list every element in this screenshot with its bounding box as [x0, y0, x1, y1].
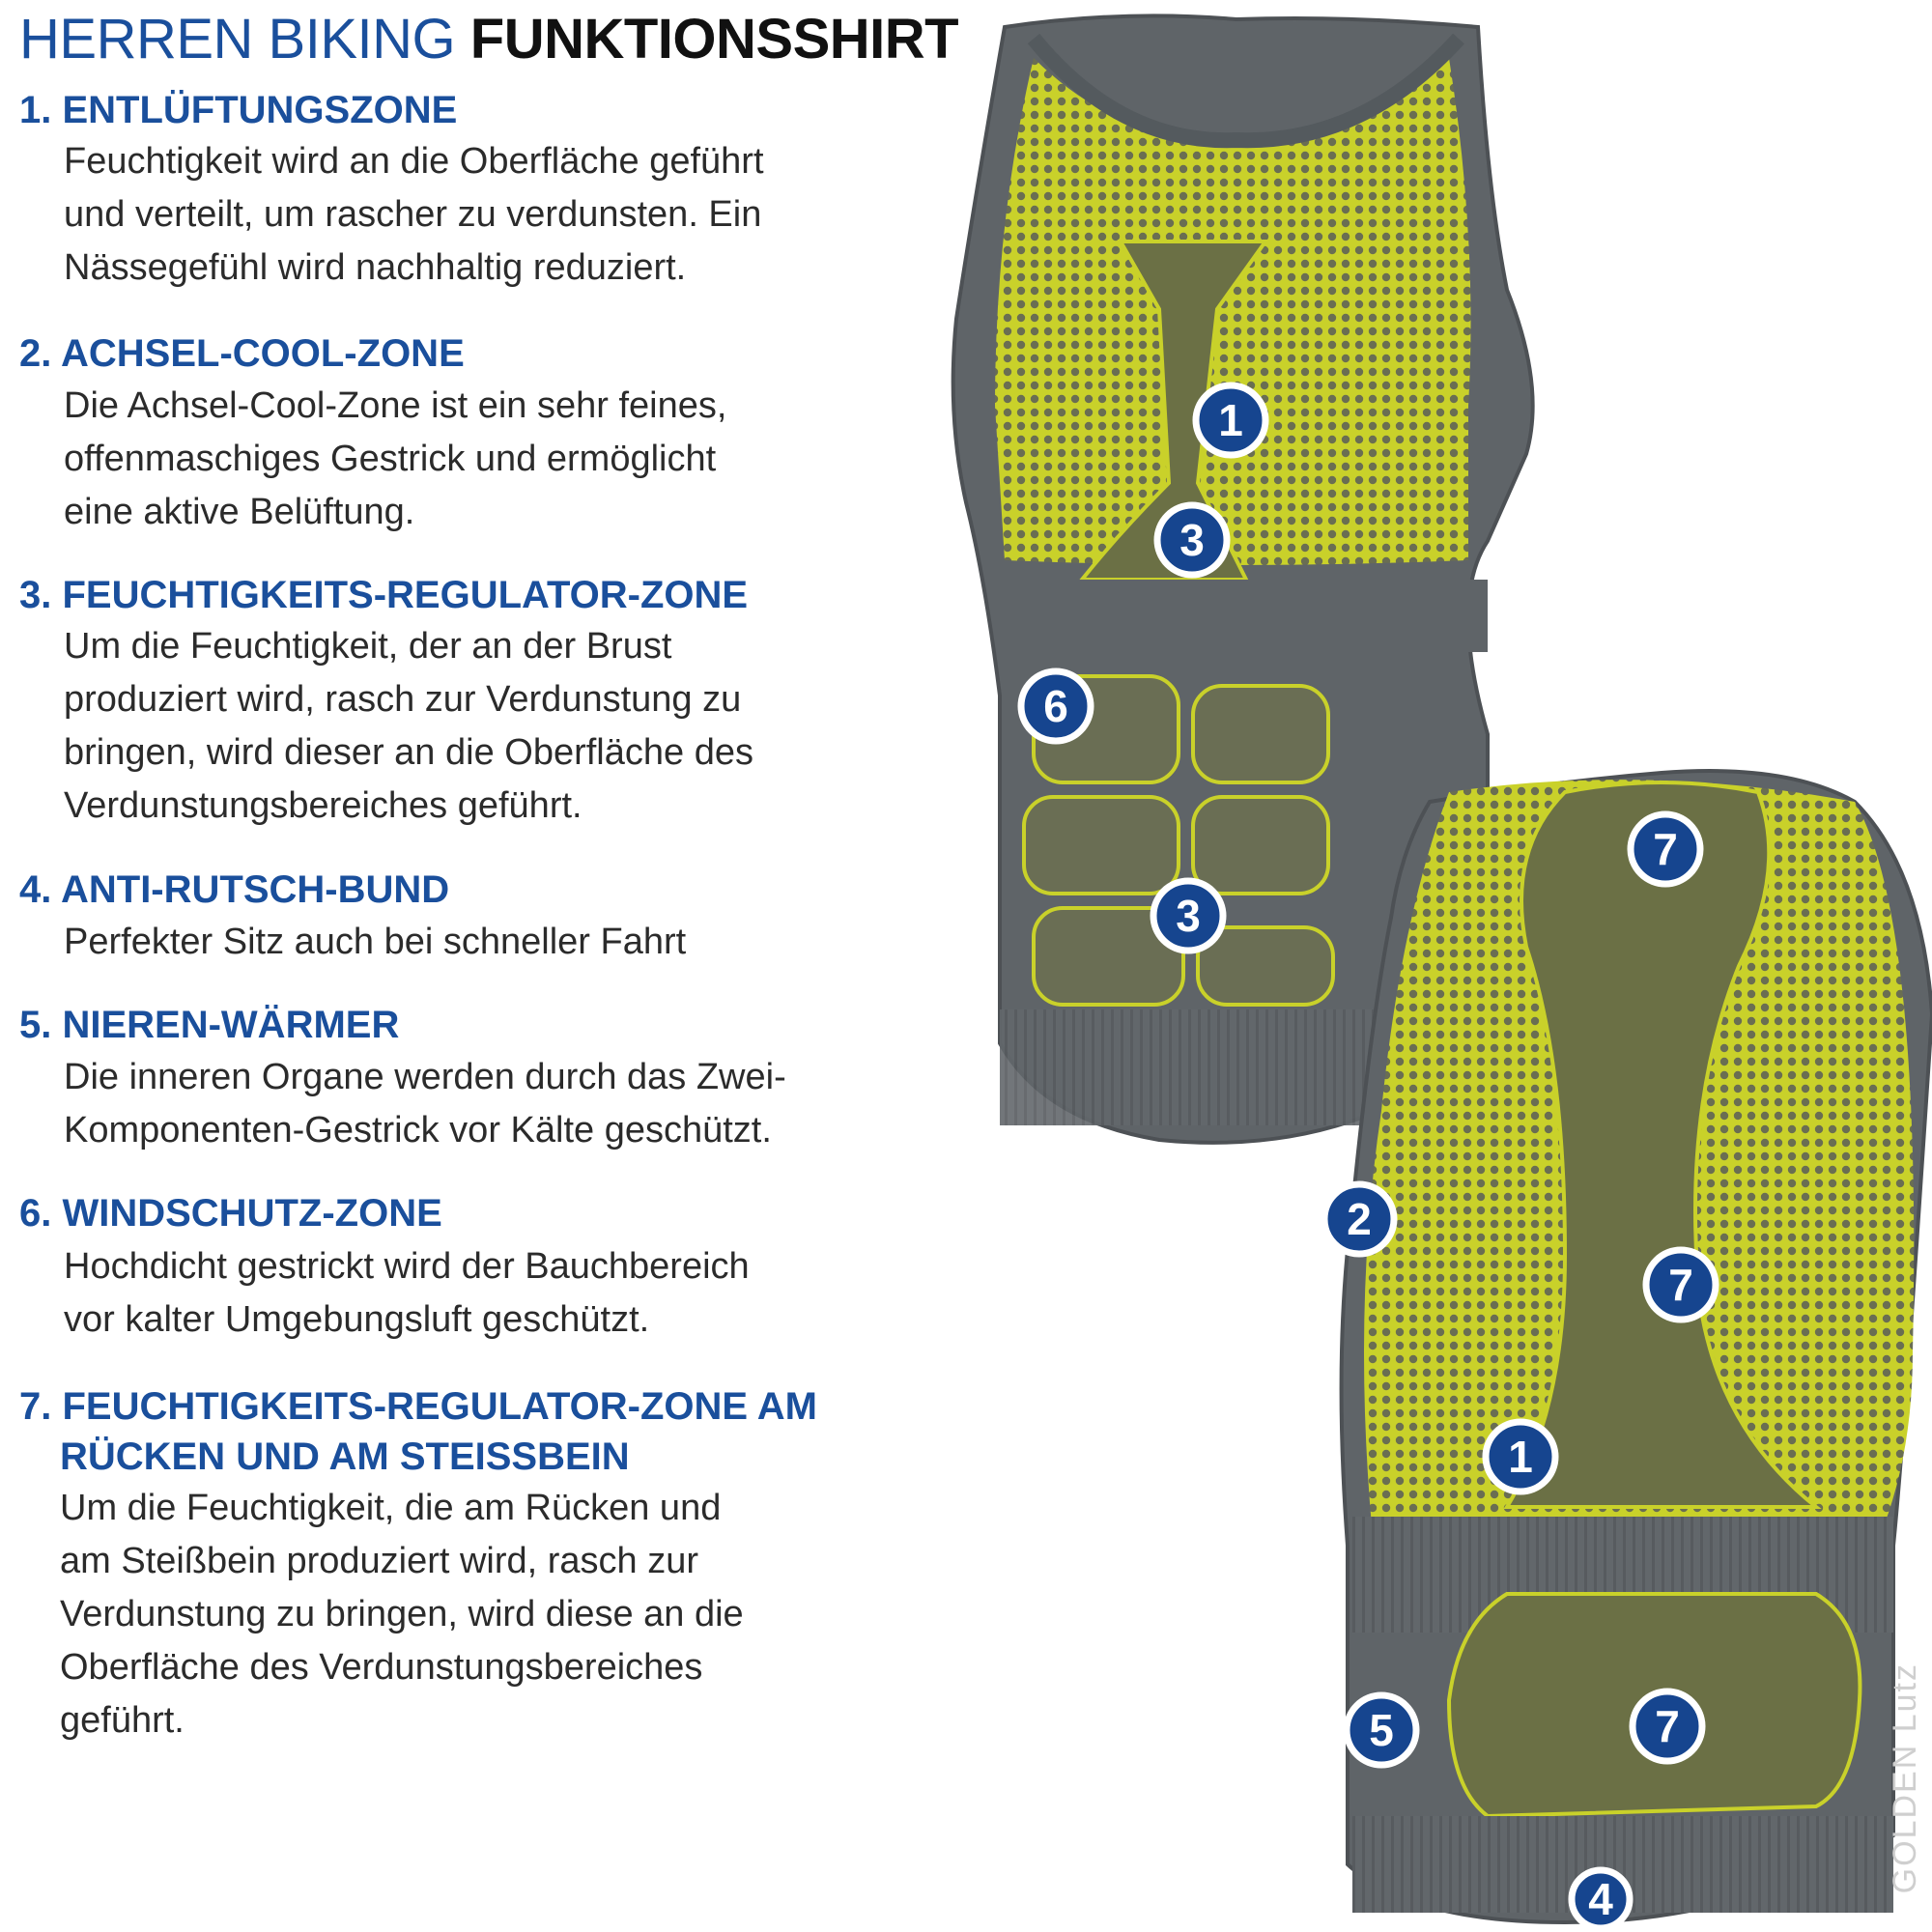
section-2-text: Die Achsel-Cool-Zone ist ein sehr feines, offenmaschiges Gestrick und ermöglicht eine aktive Belüftung. [64, 385, 727, 532]
section-2-heading: 2. ACHSEL-COOL-ZONE [19, 332, 465, 375]
title-bold: FUNKTIONSSHIRT [469, 8, 959, 71]
badge-back-2 [1324, 1184, 1394, 1254]
section-7-text: Um die Feuchtigkeit, die am Rücken und am Steißbein produziert wird, rasch zur Verdunstung zu bringen, wird diese an die Oberfläche des Verdunstungsbereiches geführt. [60, 1488, 744, 1741]
svg-text:2: 2 [1347, 1194, 1372, 1244]
badge-front-6 [1021, 671, 1091, 741]
watermark-logo: GOLDEN Lutz [1887, 1662, 1923, 1893]
badge-front-3b [1153, 881, 1223, 951]
svg-text:7: 7 [1655, 1701, 1680, 1751]
badge-back-4 [1572, 1870, 1630, 1928]
badge-back-5 [1347, 1695, 1416, 1765]
shirt-back [1342, 771, 1932, 1922]
section-3-text: Um die Feuchtigkeit, der an der Brust produziert wird, rasch zur Verdunstung zu bringen, wird dieser an die Oberfläche des Verdunstungsbereiches geführt. [64, 626, 753, 826]
page-title [19, 8, 958, 72]
svg-text:3: 3 [1179, 515, 1205, 565]
svg-text:1: 1 [1218, 395, 1243, 445]
section-4-text: Perfekter Sitz auch bei schneller Fahrt [64, 922, 687, 962]
section-7-heading-line2: RÜCKEN UND AM STEISSBEIN [60, 1435, 630, 1478]
section-1-text: Feuchtigkeit wird an die Oberfläche geführt und verteilt, um rascher zu verdunsten. Ein Nässegefühl wird nachhaltig reduziert. [64, 141, 764, 288]
shirt-illustration [927, 0, 1932, 1932]
section-1-heading: 1. ENTLÜFTUNGSZONE [19, 89, 458, 131]
svg-text:3: 3 [1176, 891, 1201, 941]
badge-back-7c [1633, 1691, 1702, 1761]
svg-text:5: 5 [1369, 1705, 1394, 1755]
badge-front-1 [1196, 385, 1265, 455]
section-6-text: Hochdicht gestrickt wird der Bauchbereich vor kalter Umgebungsluft geschützt. [64, 1246, 750, 1340]
svg-text:1: 1 [1508, 1432, 1533, 1482]
svg-text:6: 6 [1043, 681, 1068, 731]
svg-text:7: 7 [1653, 824, 1678, 874]
section-5-text: Die inneren Organe werden durch das Zwei- Komponenten-Gestrick vor Kälte geschützt. [64, 1057, 786, 1151]
svg-text:4: 4 [1588, 1874, 1613, 1924]
section-3-heading: 3. FEUCHTIGKEITS-REGULATOR-ZONE [19, 574, 749, 616]
badge-front-3 [1157, 505, 1227, 575]
section-5-heading: 5. NIEREN-WÄRMER [19, 1004, 400, 1046]
badge-back-1 [1486, 1422, 1555, 1492]
badge-back-7b [1646, 1250, 1716, 1320]
section-6-heading: 6. WINDSCHUTZ-ZONE [19, 1192, 442, 1235]
title-light: HERREN BIKING [19, 8, 456, 71]
section-7-heading: 7. FEUCHTIGKEITS-REGULATOR-ZONE AM [19, 1385, 817, 1428]
badge-back-7a [1631, 814, 1700, 884]
section-4-heading: 4. ANTI-RUTSCH-BUND [19, 868, 450, 911]
svg-text:7: 7 [1668, 1260, 1693, 1310]
